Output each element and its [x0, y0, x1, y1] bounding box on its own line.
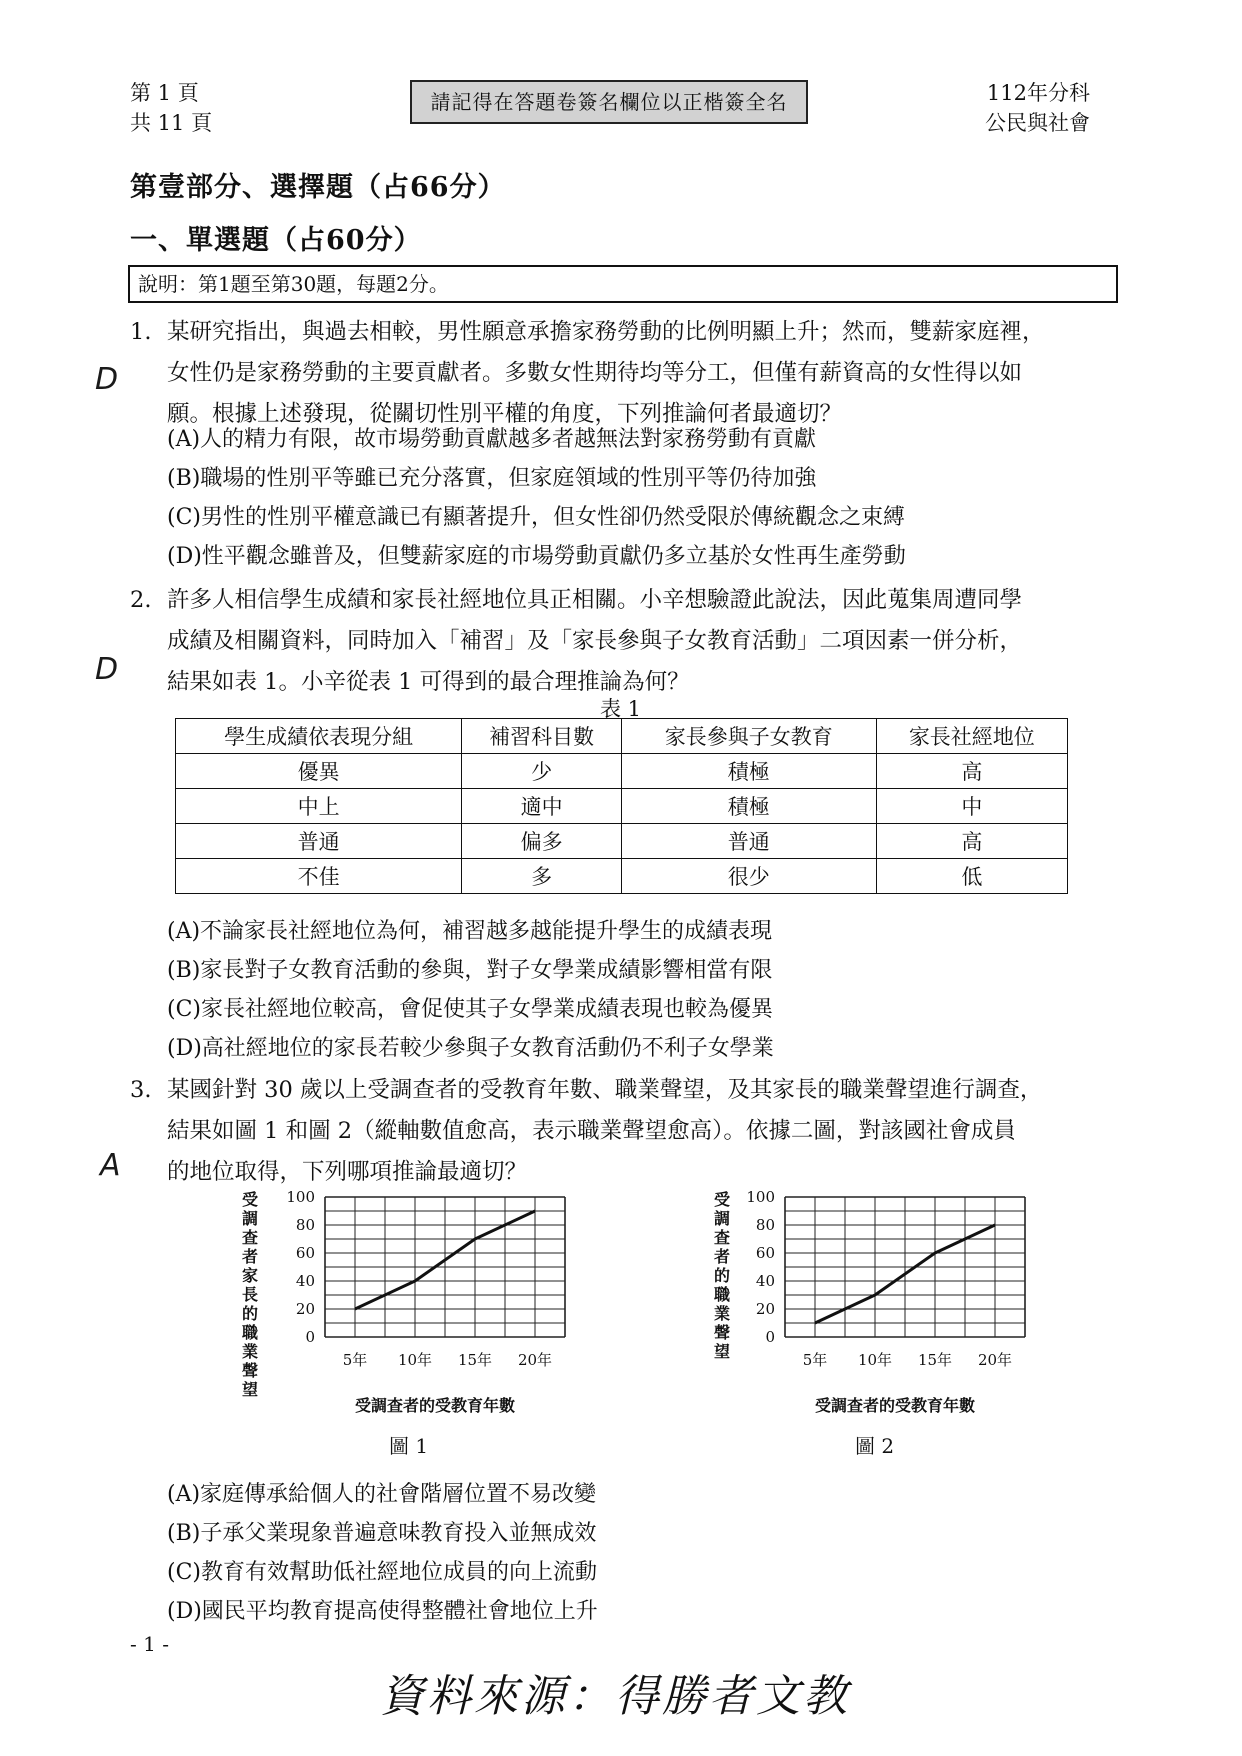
y-tick-label: 0 — [765, 1328, 775, 1346]
x-tick-label: 15年 — [457, 1351, 493, 1369]
question-1-options — [167, 420, 906, 576]
table-row — [176, 859, 1068, 894]
exam-year: 112年分科 — [986, 81, 1090, 105]
y-tick-label: 100 — [286, 1188, 315, 1206]
option-d: (D)高社經地位的家長若較少參與子女教育活動仍不利子女學業 — [167, 1036, 774, 1061]
table-header-cell: 學生成績依表現分組 — [176, 719, 462, 754]
stem-line: 某國針對 30 歲以上受調查者的受教育年數、職業聲望，及其家長的職業聲望進行調查， — [167, 1077, 1043, 1103]
stem-line: 願。根據上述發現，從關切性別平權的角度，下列推論何者最適切？ — [167, 401, 843, 427]
table-cell: 普通 — [621, 824, 876, 859]
handwritten-answer-q3: A — [100, 1148, 121, 1183]
table-cell: 普通 — [176, 824, 462, 859]
x-tick-label: 10年 — [397, 1351, 433, 1369]
y-tick-label: 80 — [755, 1216, 775, 1234]
exam-title — [985, 78, 1090, 138]
handwritten-source-note: 資料來源：得勝者文教 — [380, 1671, 850, 1722]
page-counter — [130, 78, 212, 138]
table-row — [176, 824, 1068, 859]
chart2-y-axis-label: 受調查者的職業聲望 — [713, 1190, 730, 1361]
table-cell: 低 — [876, 859, 1067, 894]
y-tick-label: 60 — [755, 1244, 775, 1262]
stem-line: 女性仍是家務勞動的主要貢獻者。多數女性期待均等分工，但僅有薪資高的女性得以如 — [167, 360, 1023, 386]
chart1-line-chart — [270, 1185, 590, 1385]
table-caption: 表 1 — [600, 697, 642, 721]
question-2-number: 2. — [130, 587, 152, 613]
option-b: (B)職場的性別平等雖已充分落實，但家庭領域的性別平等仍待加強 — [167, 466, 817, 491]
x-tick-label: 20年 — [977, 1351, 1013, 1369]
page-number-line: 第 1 頁 — [130, 81, 199, 105]
option-b: (B)子承父業現象普遍意味教育投入並無成效 — [167, 1521, 597, 1546]
table-cell: 中上 — [176, 789, 462, 824]
question-3-options — [167, 1475, 598, 1631]
y-tick-label: 60 — [295, 1244, 315, 1262]
stem-line: 成績及相關資料，同時加入「補習」及「家長參與子女教育活動」二項因素一併分析， — [167, 628, 1023, 654]
stem-line: 的地位取得，下列哪項推論最適切？ — [167, 1159, 528, 1185]
option-d: (D)國民平均教育提高使得整體社會地位上升 — [167, 1599, 598, 1624]
table-cell: 高 — [876, 754, 1067, 789]
question-1-stem — [167, 312, 1117, 435]
option-a: (A)不論家長社經地位為何，補習越多越能提升學生的成績表現 — [167, 919, 773, 944]
y-tick-label: 80 — [295, 1216, 315, 1234]
table-header-row — [176, 719, 1068, 754]
table-row — [176, 754, 1068, 789]
chart2-line-chart — [730, 1185, 1050, 1385]
question-2-options — [167, 912, 774, 1068]
option-b: (B)家長對子女教育活動的參與，對子女學業成績影響相當有限 — [167, 958, 773, 983]
exam-subject: 公民與社會 — [985, 111, 1090, 135]
table-header-cell: 家長社經地位 — [876, 719, 1067, 754]
table-row — [176, 789, 1068, 824]
question-3-stem — [167, 1070, 1117, 1193]
table-cell: 高 — [876, 824, 1067, 859]
table-cell: 不佳 — [176, 859, 462, 894]
question-3-number: 3. — [130, 1077, 152, 1103]
handwritten-answer-q2: D — [95, 652, 119, 687]
chart2-caption: 圖 2 — [855, 1434, 895, 1458]
y-tick-label: 100 — [746, 1188, 775, 1206]
option-a: (A)家庭傳承給個人的社會階層位置不易改變 — [167, 1482, 597, 1507]
part-title: 第壹部分、選擇題（占66分） — [130, 172, 506, 203]
y-tick-label: 0 — [305, 1328, 315, 1346]
option-d: (D)性平觀念雖普及，但雙薪家庭的市場勞動貢獻仍多立基於女性再生產勞動 — [167, 544, 906, 569]
option-c: (C)教育有效幫助低社經地位成員的向上流動 — [167, 1560, 598, 1585]
table-cell: 偏多 — [462, 824, 622, 859]
question-2-stem — [167, 580, 1117, 703]
chart1-y-axis-label: 受調查者家長的職業聲望 — [241, 1190, 258, 1399]
table-cell: 中 — [876, 789, 1067, 824]
y-tick-label: 40 — [295, 1272, 315, 1290]
stem-line: 許多人相信學生成績和家長社經地位具正相關。小辛想驗證此說法，因此蒐集周遭同學 — [167, 587, 1023, 613]
y-tick-label: 20 — [755, 1300, 775, 1318]
chart2-x-axis-label: 受調查者的受教育年數 — [815, 1396, 976, 1415]
x-tick-label: 5年 — [802, 1351, 828, 1369]
table-cell: 很少 — [621, 859, 876, 894]
option-c: (C)家長社經地位較高，會促使其子女學業成績表現也較為優異 — [167, 997, 774, 1022]
question-1-number: 1. — [130, 319, 152, 345]
option-a: (A)人的精力有限，故市場勞動貢獻越多者越無法對家務勞動有貢獻 — [167, 427, 817, 452]
y-tick-label: 40 — [755, 1272, 775, 1290]
table-cell: 積極 — [621, 789, 876, 824]
stem-line: 結果如表 1。小辛從表 1 可得到的最合理推論為何？ — [167, 669, 690, 695]
table-cell: 少 — [462, 754, 622, 789]
section-title: 一、單選題（占60分） — [130, 225, 422, 256]
table-header-cell: 家長參與子女教育 — [621, 719, 876, 754]
chart1-caption: 圖 1 — [389, 1434, 429, 1458]
page-total-line: 共 11 頁 — [130, 111, 213, 135]
x-tick-label: 15年 — [917, 1351, 953, 1369]
x-tick-label: 20年 — [517, 1351, 553, 1369]
instruction-box: 說明：第1題至第30題，每題2分。 — [128, 265, 1118, 303]
handwritten-answer-q1: D — [95, 362, 119, 397]
chart1-x-axis-label: 受調查者的受教育年數 — [355, 1396, 516, 1415]
option-c: (C)男性的性別平權意識已有顯著提升，但女性卻仍然受限於傳統觀念之束縛 — [167, 505, 906, 530]
x-tick-label: 10年 — [857, 1351, 893, 1369]
page-footer-number: - 1 - — [130, 1632, 169, 1656]
table-header-cell: 補習科目數 — [462, 719, 622, 754]
data-table — [175, 718, 1068, 894]
signature-reminder-banner: 請記得在答題卷簽名欄位以正楷簽全名 — [410, 80, 808, 124]
stem-line: 結果如圖 1 和圖 2（縱軸數值愈高，表示職業聲望愈高）。依據二圖，對該國社會成員 — [167, 1118, 1016, 1144]
table-cell: 多 — [462, 859, 622, 894]
y-tick-label: 20 — [295, 1300, 315, 1318]
stem-line: 某研究指出，與過去相較，男性願意承擔家務勞動的比例明顯上升；然而，雙薪家庭裡， — [167, 319, 1045, 345]
table-cell: 積極 — [621, 754, 876, 789]
table-cell: 優異 — [176, 754, 462, 789]
table-cell: 適中 — [462, 789, 622, 824]
x-tick-label: 5年 — [342, 1351, 368, 1369]
